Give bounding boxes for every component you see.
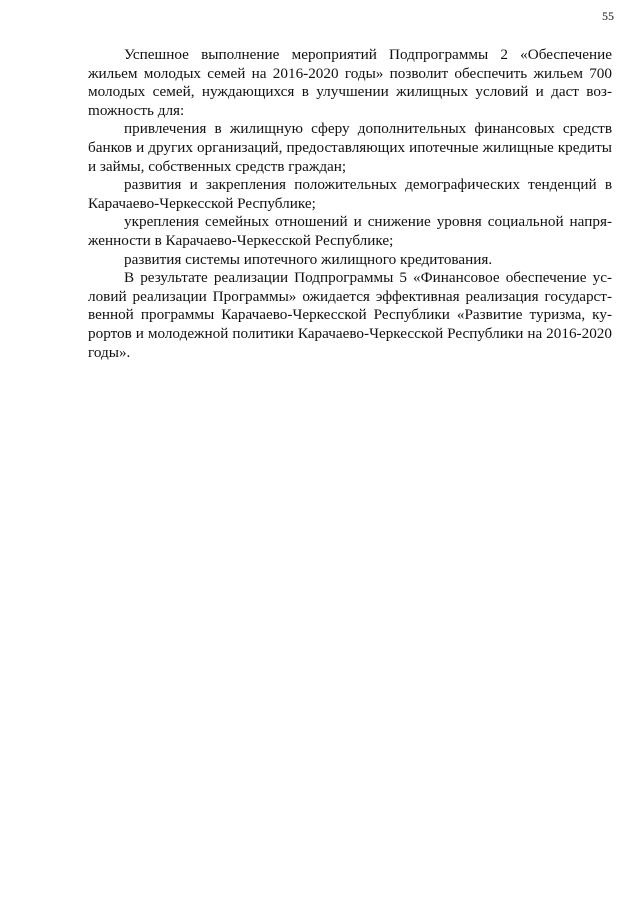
paragraph-attracting-finance: привлечения в жилищную сферу дополнительных финансовых средств банков и других организаций, предоставляющих ипотечные жилищные кредиты и займы, собственных средств граждан;: [88, 120, 612, 175]
paragraph-demographic-trends: развития и закрепления положительных демографических тенденций в Карачаево-Черкесской Республике;: [88, 176, 612, 212]
page-number: 55: [602, 9, 614, 23]
paragraph-mortgage-system: развития системы ипотечного жилищного кредитования.: [124, 250, 493, 268]
paragraph-family-relations: укрепления семейных отношений и снижение уровня социальной напряженности в Карачаево-Черкесской Республике;: [88, 213, 612, 249]
paragraph-outcome-subprogram-5: В результате реализации Подпрограммы 5 «Финансовое обеспечение условий реализации Программы» ожидается эффективная реализация государственной программы Карачаево-Черкесской Республики «Развитие туризма, курортов и молодежной политики Карачаево-Черкесской Республики на 2016-2020 годы».: [88, 269, 612, 361]
body-text: [88, 46, 612, 362]
paragraph-outcome-subprogram-2: Успешное выполнение мероприятий Подпрограммы 2 «Обеспечение жильем молодых семей на 2016-2020 годы» позволит обеспечить жильем 700 молодых семей, нуждающихся в улучшении жилищных условий и даст возmожность для:: [88, 46, 612, 119]
